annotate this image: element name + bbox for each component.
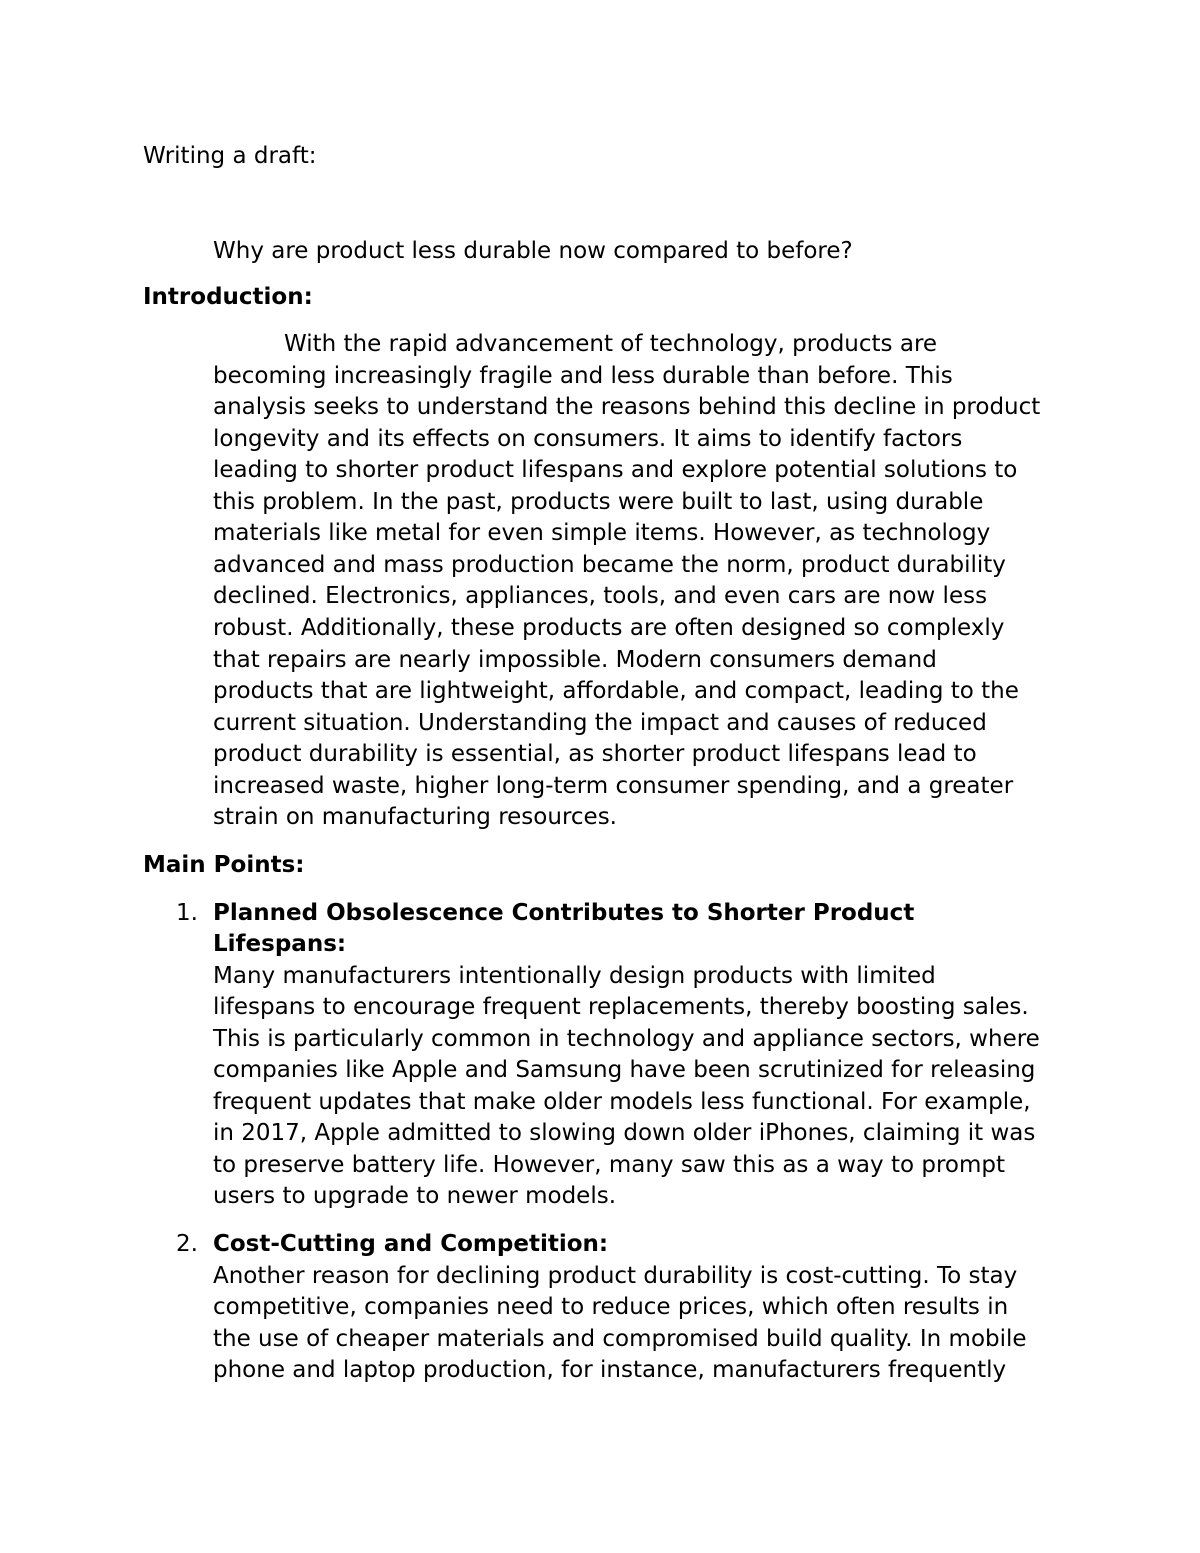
list-item-body-line: lifespans to encourage frequent replacements, thereby boosting sales. (213, 994, 1029, 1020)
intro-line: becoming increasingly fragile and less durable than before. This (213, 363, 953, 389)
intro-line: declined. Electronics, appliances, tools, and even cars are now less (213, 583, 988, 609)
list-item-body-line: the use of cheaper materials and compromised build quality. In mobile (213, 1326, 1027, 1352)
question-line: Why are product less durable now compared to before? (213, 238, 853, 264)
list-item-body-line: This is particularly common in technology and appliance sectors, where (213, 1026, 1040, 1052)
intro-line: With the rapid advancement of technology, products are (284, 331, 938, 357)
intro-line: longevity and its effects on consumers. It aims to identify factors (213, 426, 963, 452)
intro-line: robust. Additionally, these products are often designed so complexly (213, 615, 1005, 641)
intro-line: product durability is essential, as shorter product lifespans lead to (213, 741, 977, 767)
list-item-number: 1. (176, 900, 198, 926)
list-item-body-line: phone and laptop production, for instance, manufacturers frequently (213, 1357, 1007, 1383)
list-item-body-line: users to upgrade to newer models. (213, 1183, 617, 1209)
intro-line: materials like metal for even simple items. However, as technology (213, 520, 991, 546)
list-item-body-line: in 2017, Apple admitted to slowing down older iPhones, claiming it was (213, 1120, 1036, 1146)
intro-line: strain on manufacturing resources. (213, 804, 617, 830)
intro-line: that repairs are nearly impossible. Modern consumers demand (213, 647, 937, 673)
doc-heading: Writing a draft: (143, 143, 317, 169)
list-item-title: Lifespans: (213, 931, 347, 957)
intro-line: analysis seeks to understand the reasons behind this decline in product (213, 394, 1041, 420)
intro-line: this problem. In the past, products were built to last, using durable (213, 489, 984, 515)
intro-line: leading to shorter product lifespans and explore potential solutions to (213, 457, 1018, 483)
list-item-number: 2. (176, 1231, 198, 1257)
intro-line: products that are lightweight, affordable, and compact, leading to the (213, 678, 1019, 704)
list-item-title: Planned Obsolescence Contributes to Shorter Product (213, 900, 915, 926)
intro-line: current situation. Understanding the impact and causes of reduced (213, 710, 987, 736)
list-item-body-line: companies like Apple and Samsung have been scrutinized for releasing (213, 1057, 1036, 1083)
list-item-body-line: Another reason for declining product durability is cost-cutting. To stay (213, 1263, 1018, 1289)
list-item-title: Cost-Cutting and Competition: (213, 1231, 609, 1257)
intro-line: advanced and mass production became the norm, product durability (213, 552, 1006, 578)
list-item-body-line: frequent updates that make older models less functional. For example, (213, 1089, 1031, 1115)
intro-line: increased waste, higher long-term consumer spending, and a greater (213, 773, 1014, 799)
list-item-body-line: to preserve battery life. However, many saw this as a way to prompt (213, 1152, 1005, 1178)
list-item-body-line: Many manufacturers intentionally design products with limited (213, 963, 936, 989)
list-item-body-line: competitive, companies need to reduce prices, which often results in (213, 1294, 1009, 1320)
introduction-heading: Introduction: (143, 284, 313, 310)
main-points-heading: Main Points: (143, 852, 305, 878)
